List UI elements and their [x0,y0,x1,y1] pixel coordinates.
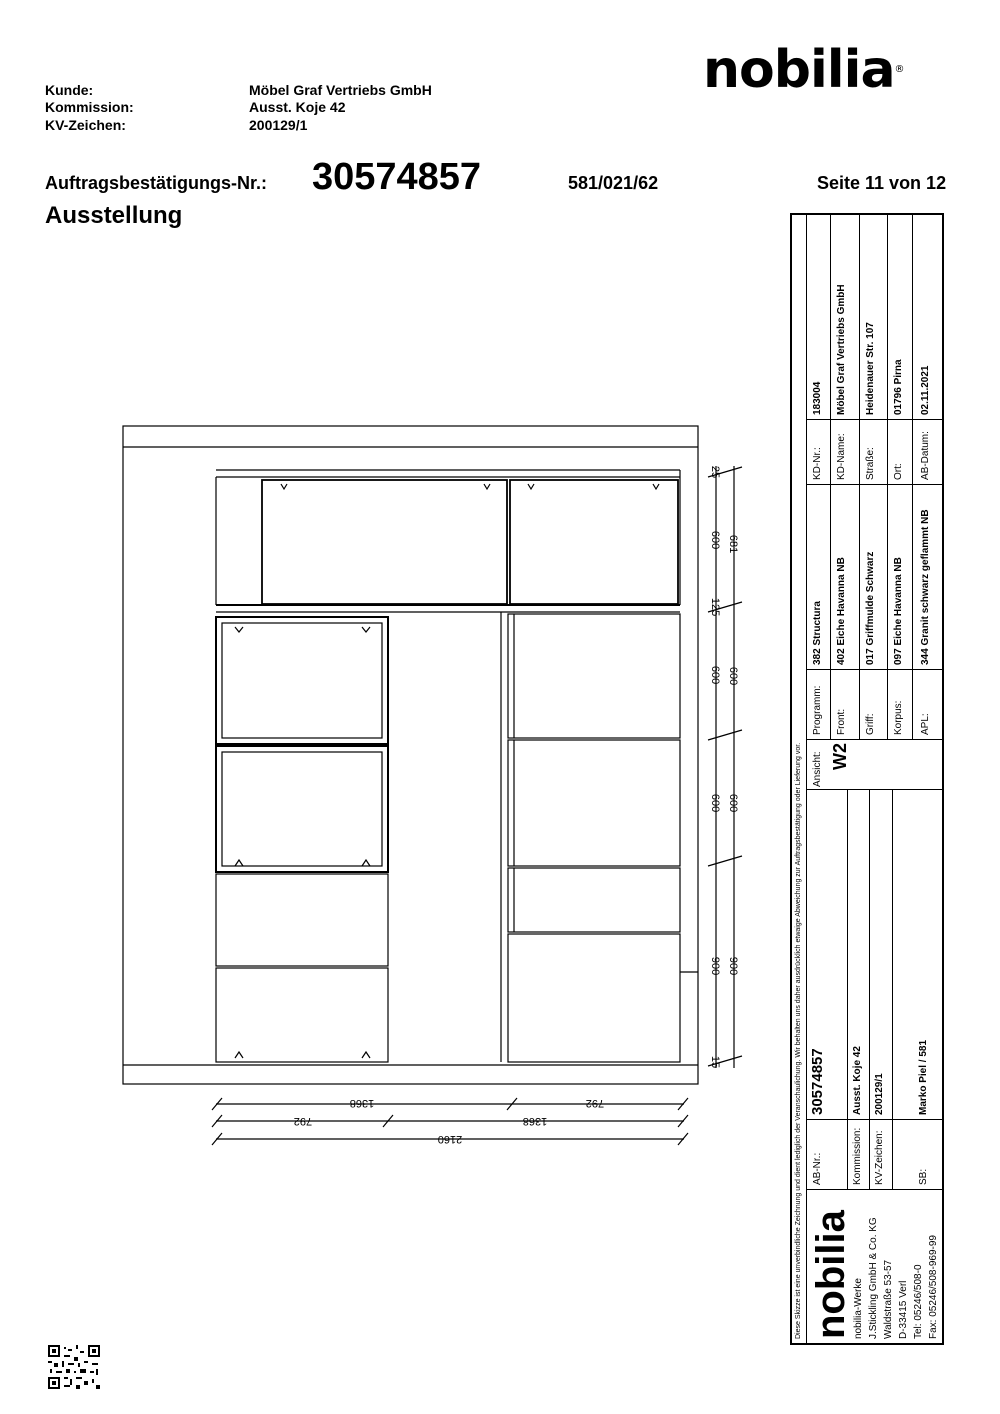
ab-datum-value: 02.11.2021 [920,365,931,415]
upper-door-1 [262,480,507,604]
dim-bottom-5: 2160 [437,1133,463,1145]
nobilia-logo: nobilia® [703,40,904,100]
kv-zeichen-label: KV-Zeichen: [874,1130,885,1185]
korpus-label: Korpus: [893,700,904,735]
sb-value: Marko Piel / 581 [918,1039,929,1115]
dim-right-b-4: 900 [727,956,739,976]
front-label: Front: [836,708,847,735]
page-number: Seite 11 von 12 [817,173,947,193]
glass-door-1 [216,617,388,744]
dim-bottom-3: 792 [293,1115,313,1127]
company-line-2: J.Stickling GmbH & Co. KG [868,1217,879,1339]
company-line-6: Fax: 05246/508-969-99 [928,1235,939,1339]
dim-right-a-2: 600 [709,530,721,550]
ansicht-value: W2 [830,743,850,770]
drawer-front-1 [216,874,388,966]
kommission-value: Ausst. Koje 42 [852,1046,863,1115]
order-code: 581/021/62 [568,173,659,193]
dim-right-b-3: 600 [727,793,739,813]
ab-nr-label: AB-Nr.: [812,1152,823,1185]
dim-right-b-2: 600 [727,666,739,686]
company-line-3: Waldstraße 53-57 [883,1259,894,1339]
dim-small: 125 [709,597,721,617]
wall-outline [123,426,698,1084]
commission-label: Kommission: [45,99,134,115]
dim-right-a-6: 15 [709,1055,721,1069]
company-line-4: D-33415 Verl [898,1280,909,1339]
title-block [790,213,944,1345]
base-door [508,934,680,1062]
ab-number: 30574857 [312,156,482,198]
disclaimer: Diese Skizze ist eine unverbindliche Zeichnung und dient lediglich der Veranschaulichung. Wir behalten uns daher ausdrücklich etwaige Abweichung zur Auftragsbestätigung oder Lieferung vor. [795,742,802,1339]
ab-label: Auftragsbestätigungs-Nr.: [45,173,268,193]
griff-label: Griff: [865,713,876,735]
front-value: 402 Eiche Havanna NB [836,557,847,665]
drawer-front-2 [216,968,388,1062]
commission-value: Ausst. Koje 42 [249,99,346,115]
ab-datum-label: AB-Datum: [920,431,931,480]
programm-label: Programm: [812,685,823,735]
apl-label: APL: [920,713,931,735]
company-line-5: Tel: 05246/508-0 [913,1264,924,1339]
company-line-1: nobilia-Werke [853,1278,864,1339]
ort-value: 01796 Pirna [893,359,904,415]
dim-right-b-1: 681 [727,534,739,554]
dim-bottom-4: 1368 [522,1115,548,1127]
ansicht-label: Ansicht: [812,751,823,787]
customer-value: Möbel Graf Vertriebs GmbH [249,82,432,98]
customer-label: Kunde: [45,82,94,98]
right-door-2 [508,740,680,866]
right-door-1 [508,614,680,738]
apl-value: 344 Granit schwarz geflammt NB [920,509,931,665]
dim-right-a-5: 900 [709,956,721,976]
dim-right-a-3: 600 [709,665,721,685]
korpus-value: 097 Eiche Havanna NB [893,557,904,665]
kv-zeichen-value: 200129/1 [874,1073,885,1115]
right-drawer [508,868,680,932]
sb-label: SB: [918,1168,929,1185]
kd-name-label: KD-Name: [836,433,847,480]
ab-nr-value: 30574857 [809,1048,826,1115]
ort-label: Ort: [893,463,904,480]
dim-bottom-2: 1368 [349,1097,375,1109]
kd-nr-value: 183004 [812,381,823,415]
dim-right-a-4: 600 [709,793,721,813]
programm-value: 382 Structura [812,601,823,665]
titleblock-logo: nobilia [809,1210,853,1339]
strasse-label: Straße: [865,447,876,480]
qr-code [48,1345,100,1389]
kv-value: 200129/1 [249,117,308,133]
upper-door-2 [510,480,678,604]
kommission-label: Kommission: [852,1127,863,1185]
dim-bottom-1: 792 [585,1097,605,1109]
kv-label: KV-Zeichen: [45,117,126,133]
griff-value: 017 Griffmulde Schwarz [865,551,876,665]
kd-name-value: Möbel Graf Vertriebs GmbH [836,284,847,415]
strasse-value: Heidenauer Str. 107 [865,322,876,415]
kd-nr-label: KD-Nr.: [812,447,823,480]
dim-right-a-1: 25 [709,465,721,479]
glass-door-2 [216,746,388,872]
page-subtitle: Ausstellung [45,202,183,229]
